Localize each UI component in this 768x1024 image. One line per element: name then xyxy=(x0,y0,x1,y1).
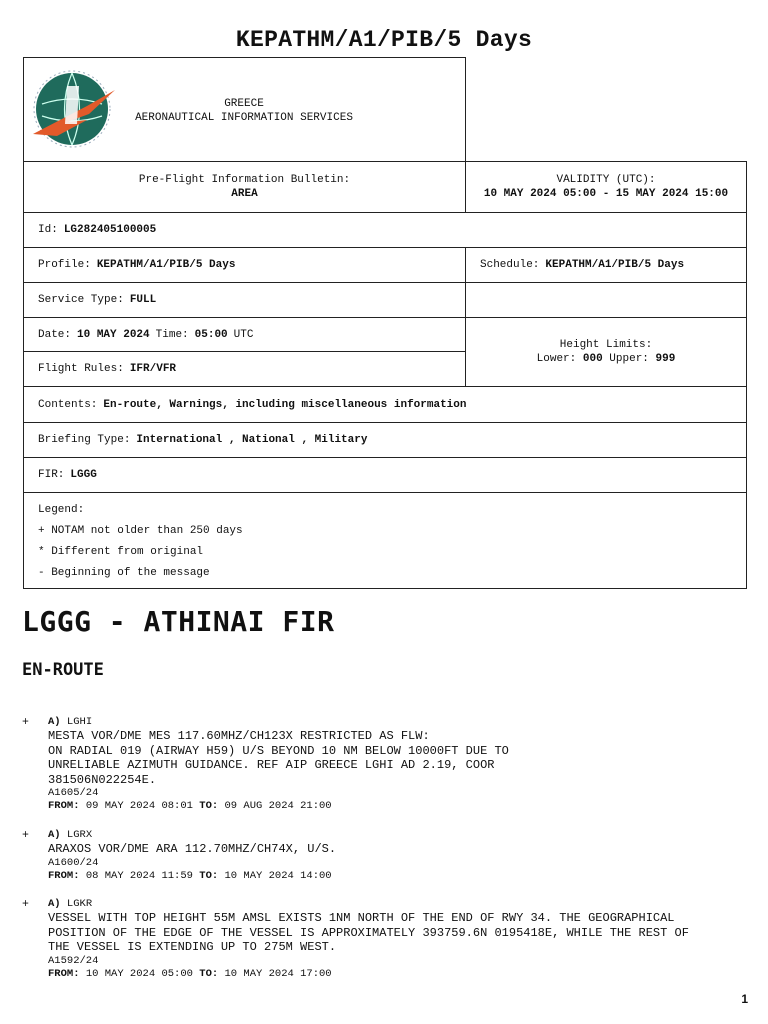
service-type-label: Service Type: xyxy=(38,294,124,306)
notam-from-label: FROM: xyxy=(48,967,80,980)
service-type-cell xyxy=(23,282,466,318)
upper-value: 999 xyxy=(655,353,676,365)
schedule-label: Schedule: xyxy=(480,259,540,271)
notam-to-value: 10 MAY 2024 14:00 xyxy=(224,869,332,882)
id-row xyxy=(23,212,747,248)
notam-marker: + xyxy=(22,716,29,729)
legend-box xyxy=(23,492,747,589)
date-value: 10 MAY 2024 xyxy=(77,328,150,341)
profile-value: KEPATHM/A1/PIB/5 Days xyxy=(96,259,236,271)
validity-value: 10 MAY 2024 05:00 - 15 MAY 2024 15:00 xyxy=(483,188,729,200)
id-label: Id: xyxy=(38,224,58,236)
id-value: LG282405100005 xyxy=(63,224,157,236)
country-label: GREECE xyxy=(224,97,264,110)
flight-rules-label: Flight Rules: xyxy=(38,363,124,375)
notam-marker: + xyxy=(22,898,29,911)
flight-rules-cell xyxy=(23,351,466,387)
validity-cell xyxy=(465,161,747,213)
fir-row xyxy=(23,457,747,493)
height-limits-label: Height Limits: xyxy=(559,339,653,351)
fir-heading: LGGG - ATHINAI FIR xyxy=(22,605,335,638)
profile-cell xyxy=(23,247,466,283)
notam-from-value: 09 MAY 2024 08:01 xyxy=(85,800,193,812)
service-type-value: FULL xyxy=(129,294,157,306)
notam-text: VESSEL WITH TOP HEIGHT 55M AMSL EXISTS 1NM NORTH OF THE END OF RWY 34. THE GEOGRAPHICAL POSITION OF THE EDGE OF THE VESSEL IS APPROXIMATELY 393759.6N 0195418E, WHILE THE REST OF THE VESSEL IS EXTENDING UP TO 275M WEST. xyxy=(48,911,689,954)
notam-a-label: A) xyxy=(48,716,61,728)
validity-label: VALIDITY (UTC): xyxy=(556,174,656,186)
notam-location: LGRX xyxy=(66,829,93,841)
legend-item: * Different from original xyxy=(38,546,204,558)
notam-to-label: TO: xyxy=(199,800,219,812)
lower-label: Lower: xyxy=(536,353,577,365)
notam-a-label: A) xyxy=(48,898,61,910)
profile-label: Profile: xyxy=(38,259,91,271)
notam-to-label: TO: xyxy=(199,869,219,882)
notam-text: ARAXOS VOR/DME ARA 112.70MHZ/CH74X, U/S. xyxy=(48,842,337,856)
notam-item xyxy=(22,716,742,813)
notam-location: LGHI xyxy=(66,716,93,728)
section-heading: EN-ROUTE xyxy=(22,660,104,680)
notam-item xyxy=(22,898,742,981)
date-cell xyxy=(23,317,466,352)
page-number: 1 xyxy=(741,992,748,1006)
legend-item: + NOTAM not older than 250 days xyxy=(38,525,243,537)
empty-cell xyxy=(465,282,747,318)
time-label: Time: xyxy=(155,328,189,341)
hcaa-logo-icon xyxy=(27,64,117,154)
schedule-value: KEPATHM/A1/PIB/5 Days xyxy=(545,259,685,271)
notam-number: A1600/24 xyxy=(48,856,99,869)
date-label: Date: xyxy=(38,328,72,341)
notam-to-label: TO: xyxy=(199,967,219,980)
contents-row xyxy=(23,386,747,423)
contents-label: Contents: xyxy=(38,398,98,411)
notam-number: A1605/24 xyxy=(48,787,99,799)
notam-location: LGKR xyxy=(66,898,93,910)
notam-to-value: 09 AUG 2024 21:00 xyxy=(224,800,332,812)
legend-title: Legend: xyxy=(38,504,85,516)
header-box xyxy=(23,57,466,162)
flight-rules-value: IFR/VFR xyxy=(129,363,177,375)
notam-a-label: A) xyxy=(48,829,61,841)
legend-item: - Beginning of the message xyxy=(38,567,210,579)
upper-label: Upper: xyxy=(609,353,649,365)
contents-value: En-route, Warnings, including miscellaneous information xyxy=(103,398,467,411)
briefing-row xyxy=(23,422,747,458)
notam-from-label: FROM: xyxy=(48,800,80,812)
notam-to-value: 10 MAY 2024 17:00 xyxy=(224,967,332,980)
organization-label: AERONAUTICAL INFORMATION SERVICES xyxy=(135,111,353,124)
schedule-cell xyxy=(465,247,747,283)
document-title: KEPATHM/A1/PIB/5 Days xyxy=(235,27,533,53)
briefing-label: Briefing Type: xyxy=(38,434,131,446)
bulletin-type-label: Pre-Flight Information Bulletin: xyxy=(138,174,351,186)
notam-marker: + xyxy=(22,829,29,842)
time-suffix: UTC xyxy=(233,328,254,341)
bulletin-type-cell xyxy=(23,161,466,213)
fir-label: FIR: xyxy=(38,469,65,481)
notam-from-value: 10 MAY 2024 05:00 xyxy=(85,967,193,980)
notam-item xyxy=(22,829,742,883)
briefing-value: International , National , Military xyxy=(136,434,368,446)
notam-number: A1592/24 xyxy=(48,954,99,967)
lower-value: 000 xyxy=(582,353,603,365)
time-value: 05:00 xyxy=(194,328,228,341)
notam-from-label: FROM: xyxy=(48,869,80,882)
bulletin-type-value: AREA xyxy=(231,188,258,200)
height-limits-cell xyxy=(465,317,747,387)
notam-from-value: 08 MAY 2024 11:59 xyxy=(85,869,193,882)
fir-value: LGGG xyxy=(70,469,97,481)
notam-text: MESTA VOR/DME MES 117.60MHZ/CH123X RESTRICTED AS FLW: ON RADIAL 019 (AIRWAY H59) U/S BEYOND 10 NM BELOW 10000FT DUE TO UNRELIABLE AZIMUTH GUIDANCE. REF AIP GREECE LGHI AD 2.19, COOR 381506N022254E. xyxy=(48,729,509,787)
